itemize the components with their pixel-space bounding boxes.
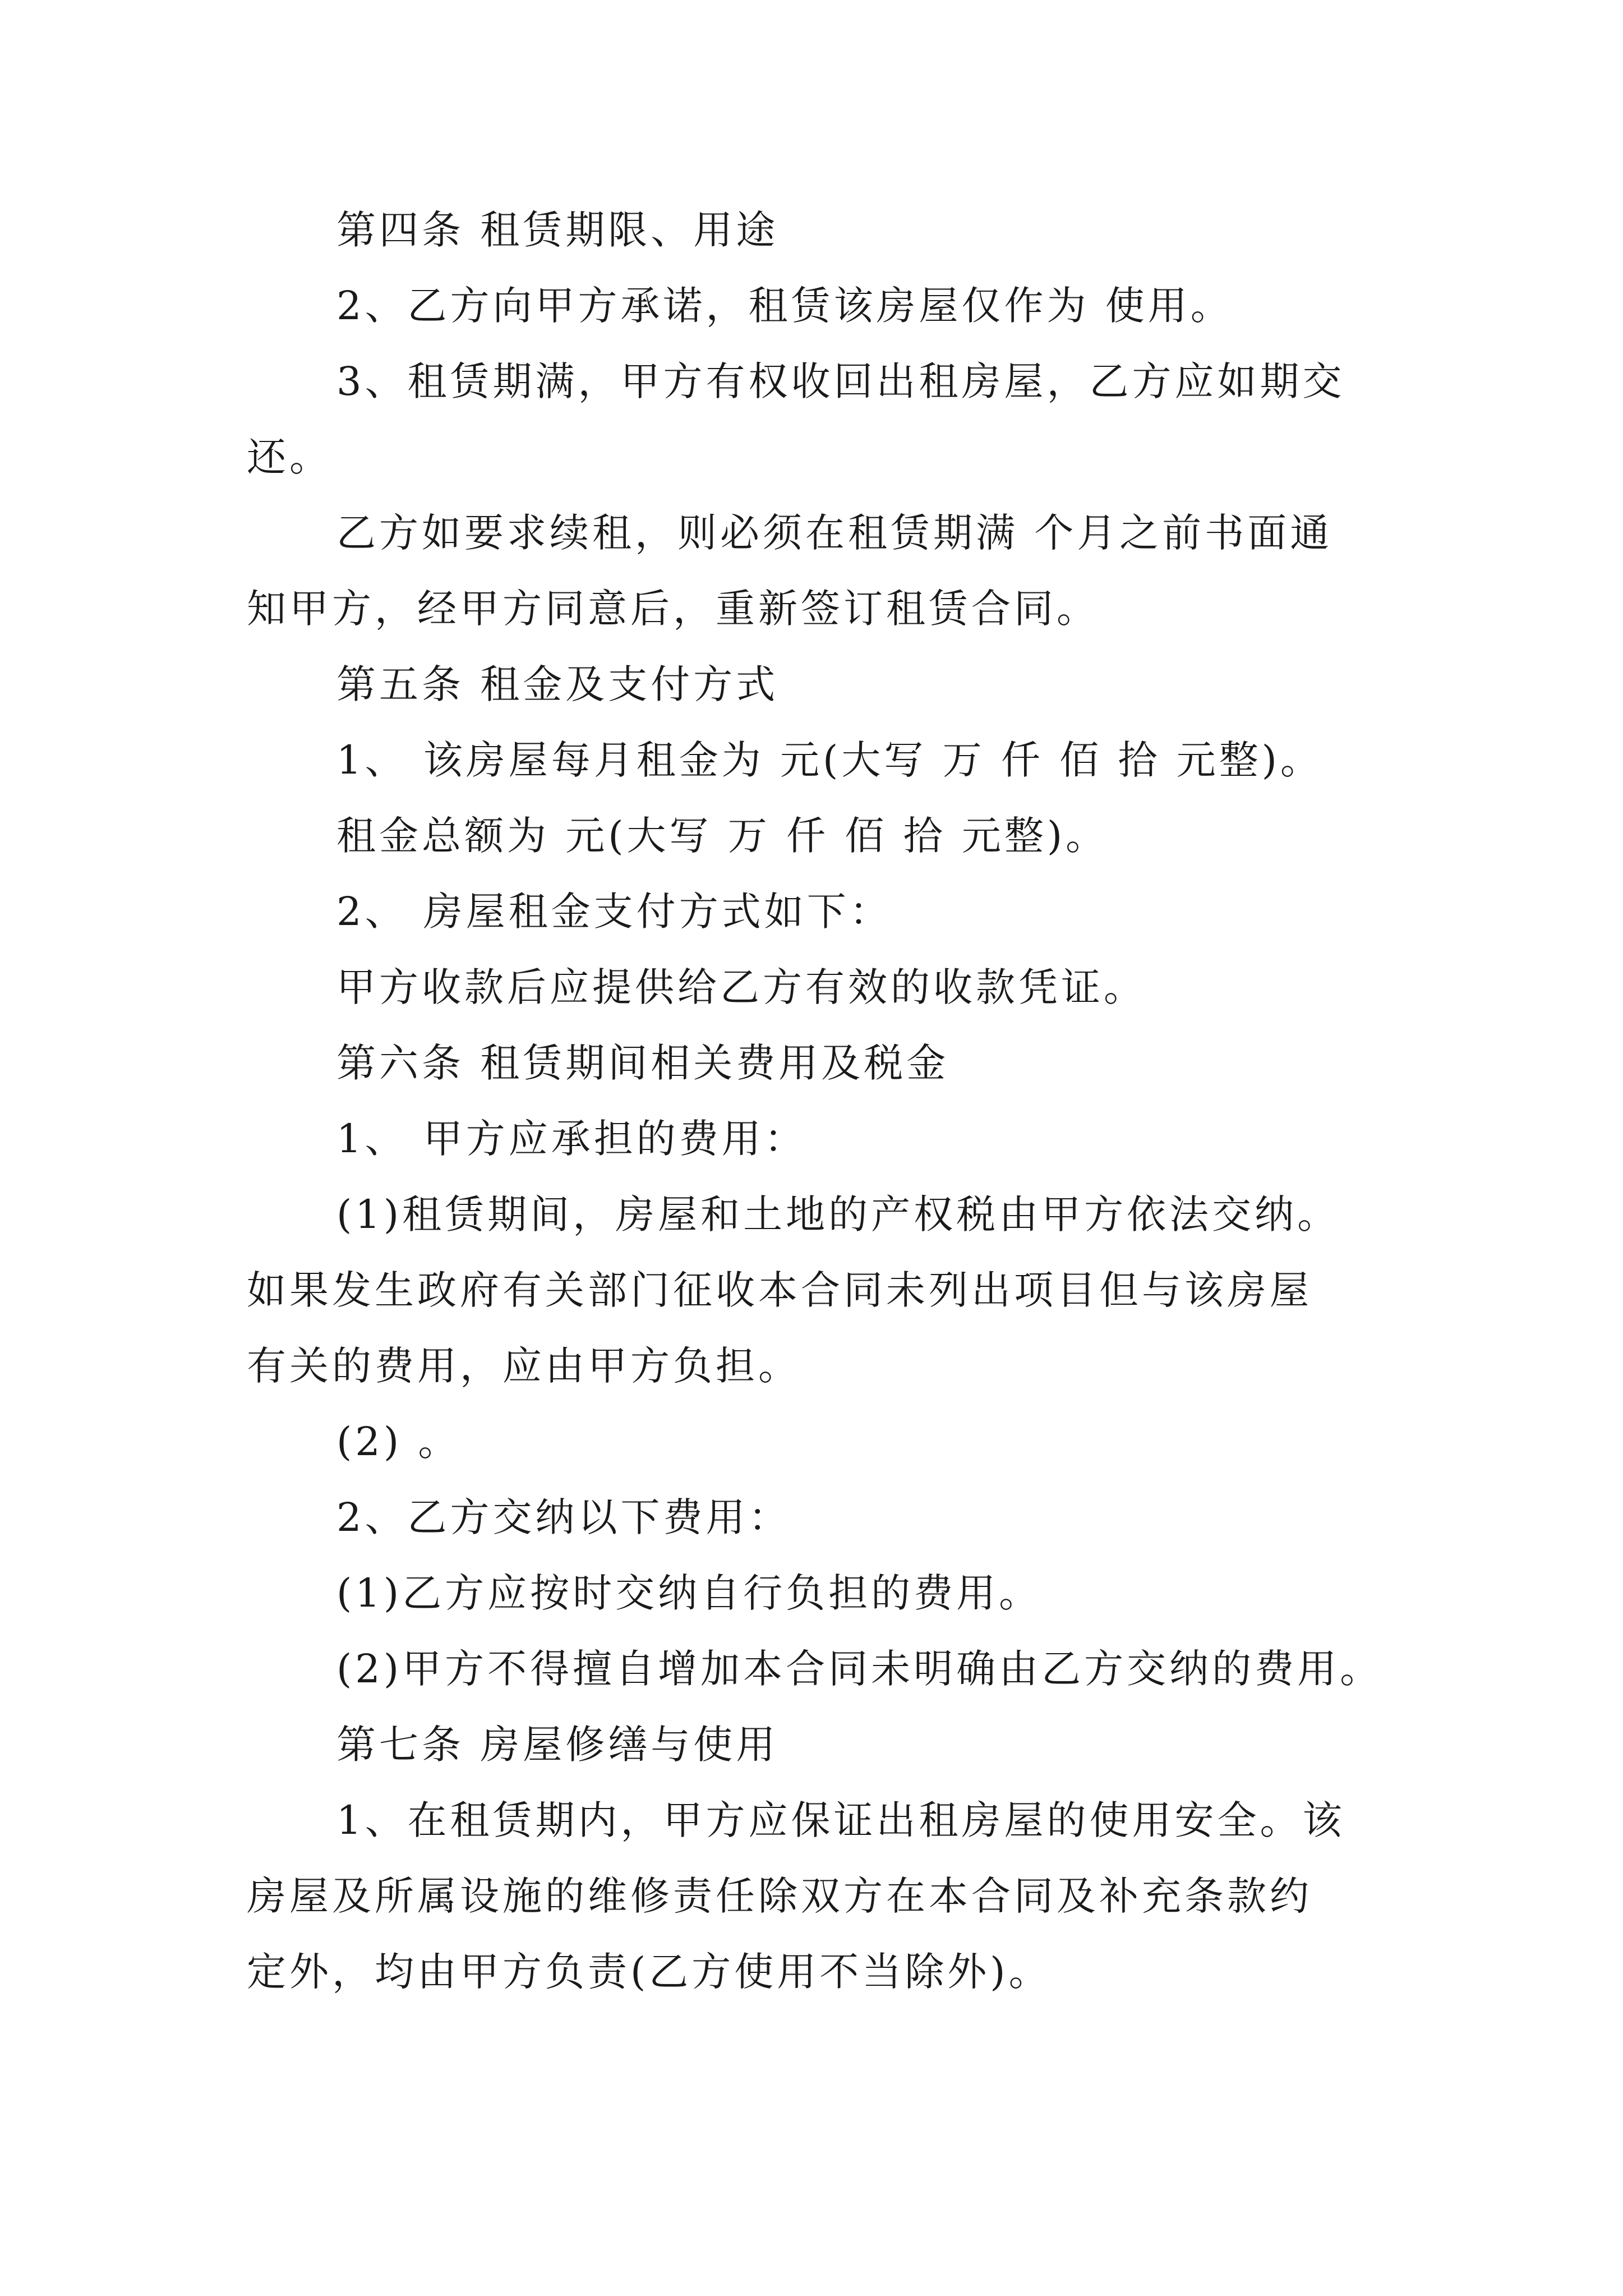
paragraph-line: 房屋及所属设施的维修责任除双方在本合同及补充条款约 xyxy=(247,1873,1312,1919)
paragraph-line: (2) 。 xyxy=(336,1419,461,1465)
paragraph-line: (2)甲方不得擅自增加本合同未明确由乙方交纳的费用。 xyxy=(336,1646,1383,1692)
paragraph-line: 3、租赁期满，甲方有权收回出租房屋，乙方应如期交 xyxy=(336,358,1345,404)
paragraph-line: 1、 甲方应承担的费用： xyxy=(336,1116,807,1162)
article-5-heading: 第五条 租金及支付方式 xyxy=(336,661,779,707)
paragraph-line: 2、乙方向甲方承诺，租赁该房屋仅作为 使用。 xyxy=(336,283,1233,329)
paragraph-line: 2、 房屋租金支付方式如下： xyxy=(336,889,892,935)
paragraph-line: (1)乙方应按时交纳自行负担的费用。 xyxy=(336,1570,1042,1616)
article-6-heading: 第六条 租赁期间相关费用及税金 xyxy=(336,1040,949,1086)
article-4-heading: 第四条 租赁期限、用途 xyxy=(336,207,779,253)
paragraph-line: 1、在租赁期内，甲方应保证出租房屋的使用安全。该 xyxy=(336,1797,1345,1843)
paragraph-line: 乙方如要求续租，则必须在租赁期满 个月之前书面通 xyxy=(336,510,1333,556)
paragraph-line: 有关的费用，应由甲方负担。 xyxy=(247,1343,801,1389)
paragraph-line: (1)租赁期间，房屋和土地的产权税由甲方依法交纳。 xyxy=(336,1191,1340,1237)
paragraph-line: 租金总额为 元(大写 万 仟 佰 拾 元整)。 xyxy=(336,813,1109,859)
paragraph-line: 知甲方，经甲方同意后，重新签订租赁合同。 xyxy=(247,586,1099,632)
paragraph-line: 甲方收款后应提供给乙方有效的收款凭证。 xyxy=(336,964,1146,1010)
paragraph-line: 还。 xyxy=(247,434,332,480)
paragraph-line: 定外，均由甲方负责(乙方使用不当除外)。 xyxy=(247,1949,1052,1995)
article-7-heading: 第七条 房屋修缮与使用 xyxy=(336,1722,779,1768)
paragraph-line: 2、乙方交纳以下费用： xyxy=(336,1494,791,1540)
paragraph-line: 如果发生政府有关部门征收本合同未列出项目但与该房屋 xyxy=(247,1267,1312,1313)
paragraph-line: 1、 该房屋每月租金为 元(大写 万 仟 佰 拾 元整)。 xyxy=(336,737,1323,783)
